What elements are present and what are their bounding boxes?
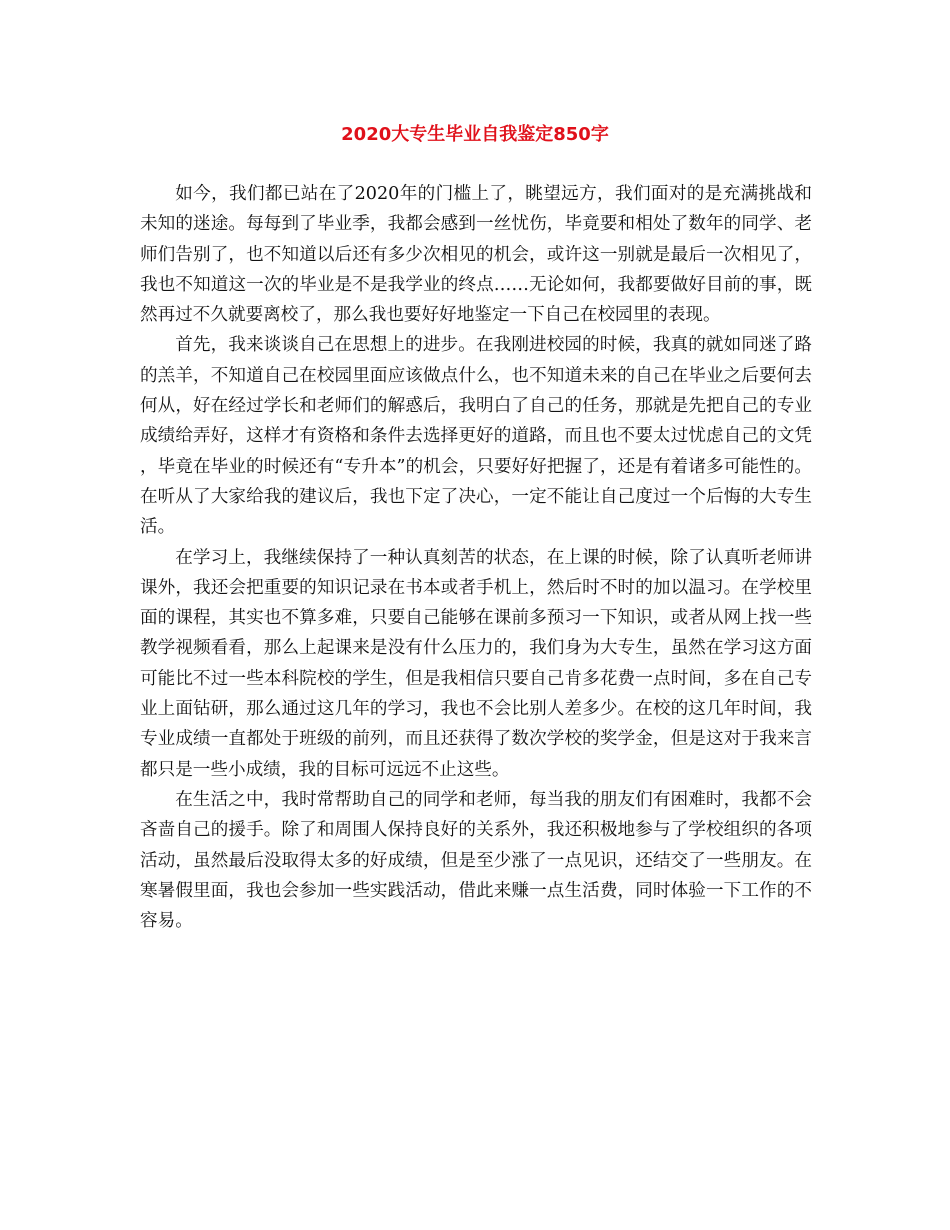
document-title: 2020大专生毕业自我鉴定850字 bbox=[341, 124, 609, 145]
paragraph-study: 在学习上，我继续保持了一种认真刻苦的状态，在上课的时候，除了认真听老师讲课外，我还会把重要的知识记录在书本或者手机上，然后时不时的加以温习。在学校里面的课程，其实也不算多难，只要自己能够在课前多预习一下知识，或者从网上找一些教学视频看看，那么上起课来是没有什么压力的，我们身为大专生，虽然在学习这方面可能比不过一些本科院校的学生，但是我相信只要自己肯多花费一点时间，多在自己专业上面钻研，那么通过这几年的学习，我也不会比别人差多少。在校的这几年时间，我专业成绩一直都处于班级的前列，而且还获得了数次学校的奖学金，但是这对于我来言都只是一些小成绩，我的目标可远远不止这些。 bbox=[140, 547, 812, 780]
document-body bbox=[140, 179, 812, 936]
paragraph-life: 在生活之中，我时常帮助自己的同学和老师，每当我的朋友们有困难时，我都不会吝啬自己的援手。除了和周围人保持良好的关系外，我还积极地参与了学校组织的各项活动，虽然最后没取得太多的好成绩，但是至少涨了一点见识，还结交了一些朋友。在寒暑假里面，我也会参加一些实践活动，借此来赚一点生活费，同时体验一下工作的不容易。 bbox=[140, 789, 812, 932]
paragraph-thought-progress: 首先，我来谈谈自己在思想上的进步。在我刚进校园的时候，我真的就如同迷了路的羔羊，不知道自己在校园里面应该做点什么，也不知道未来的自己在毕业之后要何去何从，好在经过学长和老师们的解惑后，我明白了自己的任务，那就是先把自己的专业成绩给弄好，这样才有资格和条件去选择更好的道路，而且也不要太过忧虑自己的文凭，毕竟在毕业的时候还有“专升本”的机会，只要好好把握了，还是有着诸多可能性的。在听从了大家给我的建议后，我也下定了决心，一定不能让自己度过一个后悔的大专生活。 bbox=[140, 335, 812, 538]
paragraph-intro: 如今，我们都已站在了2020年的门槛上了，眺望远方，我们面对的是充满挑战和未知的迷途。每每到了毕业季，我都会感到一丝忧伤，毕竟要和相处了数年的同学、老师们告别了，也不知道以后还有多少次相见的机会，或许这一别就是最后一次相见了，我也不知道这一次的毕业是不是我学业的终点……无论如何，我都要做好目前的事，既然再过不久就要离校了，那么我也要好好地鉴定一下自己在校园里的表现。 bbox=[140, 184, 812, 326]
